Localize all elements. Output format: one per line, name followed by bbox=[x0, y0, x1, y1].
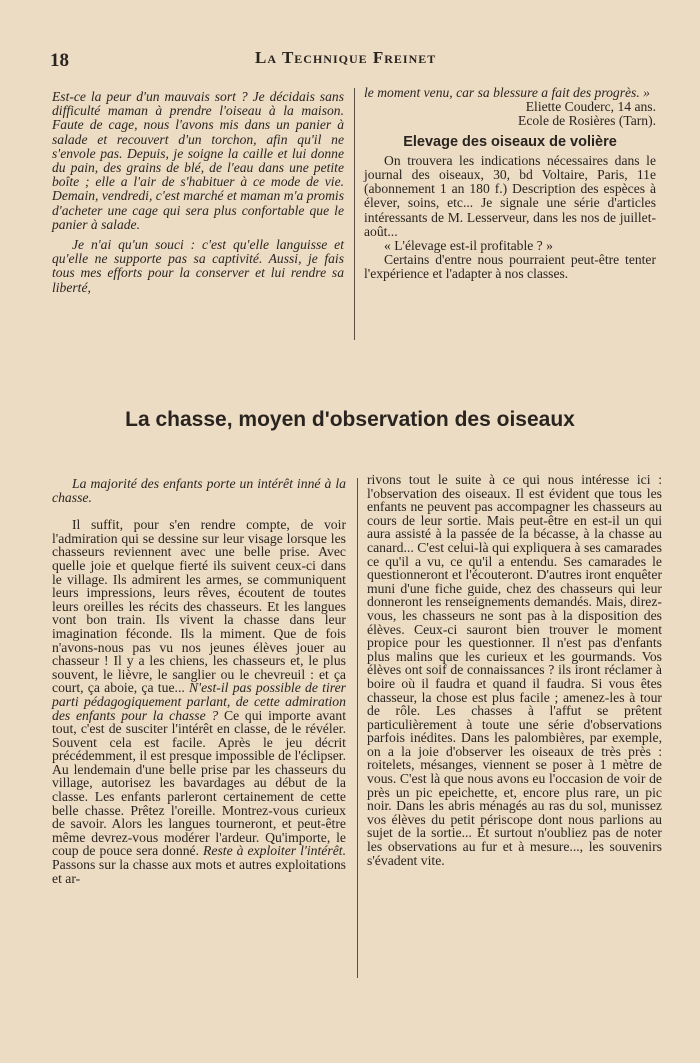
column-divider bbox=[354, 88, 355, 340]
letter-ending: le moment venu, car sa blessure a fait des progrès. » bbox=[364, 85, 650, 100]
top-left-column bbox=[52, 90, 344, 295]
article-paragraph bbox=[52, 518, 346, 885]
signature-name: Eliette Couderc, 14 ans. bbox=[525, 99, 656, 115]
article-text-italic: N'est-il pas possible de tirer parti pédagogiquement parlant, de cette admiration des enfants pour la chasse ? bbox=[52, 680, 346, 723]
article-text: Il suffit, pour s'en rendre compte, de voir l'admiration qui se dessine sur leur visage lorsque les chasseurs reviennent avec une belle prise. Avec quelle joie et quelque fierté ils suivent ceux-ci dans le village. Ils admirent les armes, se communiquent leurs impressions, leurs rêves, écoutent de toutes leurs oreilles les récits des chasseurs. Et les langues vont bon train. Ils vivent la chasse dans leur imagination féconde. Ils la miment. Que de fois n'avons-nous pas vu nos jeunes élèves jouer au chasseur ! Il y a les chiens, les chasseurs et, le plus souvent, le lièvre, le sanglier ou le chevreuil : et ça court, ça aboie, ça tue... bbox=[52, 517, 346, 696]
article-lead: La majorité des enfants porte un intérêt inné à la chasse. bbox=[52, 476, 346, 505]
article-text-italic: Reste à exploiter l'intérêt. bbox=[203, 843, 346, 859]
body-paragraph: On trouvera les indications nécessaires dans le journal des oiseaux, 30, bd Voltaire, Paris, 11e (abonnement 1 an 180 f.) Description des espèces à élever, soins, etc... Je signale une série d'articles intéressants de M. Lesserveur, dans les nos de juillet-août... bbox=[364, 152, 656, 239]
body-paragraph: Certains d'entre nous pourraient peut-être tenter l'expérience et l'adapter à nos classes. bbox=[364, 252, 656, 282]
page-header bbox=[50, 46, 660, 74]
signature-school: Ecole de Rosières (Tarn). bbox=[518, 113, 656, 129]
article-paragraph: rivons tout le suite à ce qui nous intéresse ici : l'observation des oiseaux. Il est évident que tous les enfants ne peuvent pas accompagner les chasseurs au cours de leur sortie. Mais peut-être en est-il un qui aura assisté à la passée de la bécasse, à la chasse au canard... C'est celui-là qui expliquera à ses camarades ce qu'il a vu, ce qu'il a entendu. Ses camarades le questionneront et l'écouteront. D'autres iront enquêter muni d'une fiche guide, chez des chasseurs qui leur donneront les renseignements demandés. Mais, direz-vous, les chasseurs ne sont pas à la disposition des élèves. Ceux-ci sauront bien trouver le moment propice pour les questionner. Il n'est pas d'enfants plus malins que les curieux et les gourmands. Vos élèves ont soif de connaissances ? ils iront réclamer à boire où il faudra et quand il faudra. Si vous êtes chasseur, la chose est plus facile ; amenez-les à tour de rôle. Les chasses à l'affut se prêtent particulièrement à toute une série d'observations parfois inédites. Dans les palombières, par exemple, on a la joie d'observer les oiseaux de très près : roitelets, mésanges, viennent se poser à 1 mètre de vous. C'est là que nous avons eu l'occasion de voir de près un pic epeichette, et, encore plus rare, un pic noir. Dans les abris ménagés au ras du sol, munissez vos élèves du petit périscope dont nous parlions au sujet de la sortie... Et surtout n'oubliez pas de noter les observations au fur et à mesure..., les souvenirs s'évadent vite. bbox=[367, 472, 662, 868]
article-right-column bbox=[367, 473, 662, 867]
running-title: La Technique Freinet bbox=[255, 48, 437, 67]
article-text: Ce qui importe avant tout, c'est de susciter l'intérêt en classe, de le révéler. Souvent cela est facile. Après le jeu décrit précédemment, il est presque impossible de l'éclipser. Au lendemain d'une belle prise par les chasseurs du village, autorisez les bavardages au début de la classe. Les enfants parleront certainement de cette belle chasse. Prêtez l'oreille. Montrez-vous curieux de savoir. Alors les langues tourneront, et peut-être même devrez-vous modérer l'ardeur. Qu'importe, le coup de pouce sera donné. bbox=[52, 707, 346, 859]
article-text: Passons sur la chasse aux mots et autres exploitations et ar- bbox=[52, 857, 346, 886]
top-right-column bbox=[364, 86, 656, 282]
letter-paragraph: Est-ce la peur d'un mauvais sort ? Je décidais sans difficulté maman à prendre l'oiseau à la maison. Faute de cage, nous l'avons mis dans un panier à salade et recouvert d'un torchon, afin qu'il ne s'envole pas. Depuis, je soigne la caille et lui donne du pain, des grains de blé, de l'eau dans une petite boîte ; elle a l'air de s'habituer à ce mode de vie. Demain, vendredi, c'est marché et maman m'a promis d'acheter une cage qui sera plus confortable que le panier à salade. bbox=[52, 89, 344, 232]
article-title: La chasse, moyen d'observation des oiseaux bbox=[125, 408, 575, 431]
letter-paragraph: Je n'ai qu'un souci : c'est qu'elle languisse et qu'elle ne supporte pas sa captivité. Aussi, je fais tous mes efforts pour la conserver et lui rendre sa liberté, bbox=[52, 237, 344, 295]
body-paragraph: « L'élevage est-il profitable ? » bbox=[384, 238, 553, 254]
article-left-column bbox=[52, 477, 346, 885]
section-title: Elevage des oiseaux de volière bbox=[403, 133, 617, 150]
column-divider bbox=[357, 478, 358, 978]
page-number: 18 bbox=[50, 50, 69, 71]
